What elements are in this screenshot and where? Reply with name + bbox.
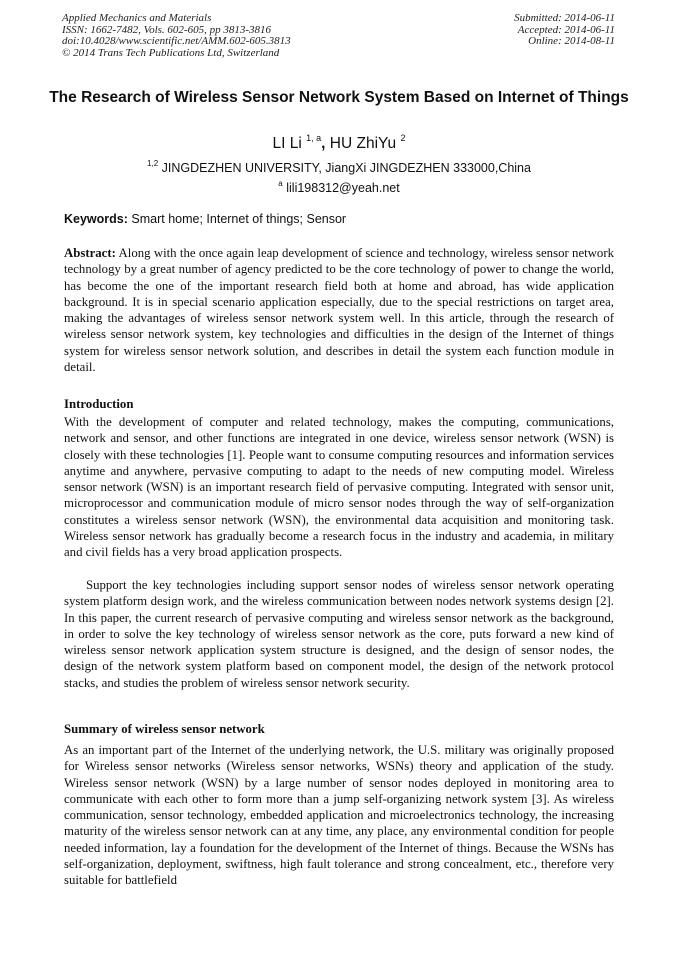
journal-doi: doi:10.4028/www.scientific.net/AMM.602-605.3813 [62, 35, 291, 47]
affiliation-text: JINGDEZHEN UNIVERSITY, JiangXi JINGDEZHEN 333000,China [161, 161, 531, 175]
email-text: lili198312@yeah.net [286, 181, 400, 195]
author-1-name: LI Li [272, 135, 302, 152]
author-email [0, 176, 678, 196]
abstract-text: Along with the once again leap development of science and technology, wireless sensor network technology by a great number of agency predicted to be the core technology of power to change the world, has become the one of the important research field both at home and abroad, has wide application background. It is in special scenario application especially, due to the special restrictions on target area, making the advantages of wireless sensor network system well. In this article, through the research of wireless sensor network system, key technologies and difficulties in the design of the Internet of things system for wireless sensor network solution, and describes in detail the system each function module in detail. [64, 246, 614, 375]
date-submitted: Submitted: 2014-06-11 [514, 12, 615, 24]
author-separator: , [321, 135, 326, 152]
abstract [64, 245, 614, 375]
keywords-text: Smart home; Internet of things; Sensor [131, 212, 347, 226]
journal-copyright: © 2014 Trans Tech Publications Ltd, Switzerland [62, 46, 280, 59]
date-online: Online: 2014-08-11 [528, 35, 615, 47]
section-heading-summary: Summary of wireless sensor network [64, 722, 265, 736]
author-line [0, 129, 678, 153]
dates-header [514, 13, 615, 48]
paragraph: With the development of computer and related technology, makes the computing, communications, network and sensor, and other functions are integrated in one device, wireless sensor network (WSN) is closely with these technologies [1]. People want to consume computing resources and information services anytime and anywhere, pervasive computing to adapt to the needs of new computing model. Wireless sensor network (WSN) is an important research field of pervasive computing. Integrated with sensor unit, microprocessor and communication module of micro sensor nodes through the way of self-organization constitutes a wireless sensor network (WSN), the environmental data acquisition and monitoring task. Wireless sensor network has gradually become a research focus in the industry and academia, in military and civil fields has a very broad application prospects. [64, 415, 614, 560]
email-mark: a [278, 179, 283, 188]
keywords [64, 212, 614, 227]
abstract-label: Abstract: [64, 246, 116, 260]
author-1-affil-mark: 1, a [306, 133, 322, 143]
journal-issn: ISSN: 1662-7482, Vols. 602-605, pp 3813-3816 [62, 23, 271, 36]
paragraph: Support the key technologies including support sensor nodes of wireless sensor network operating system platform design work, and the wireless communication between nodes network systems design [2]. In this paper, the current research of pervasive computing and wireless sensor network as the background, in order to solve the key technology of wireless sensor network as the core, puts forward a new kind of wireless sensor network application system structure is designed, and the design of sensor nodes, the design of the network system platform based on component model, the design of the network protocol stacks, and studies the problem of wireless sensor network security. [64, 578, 614, 690]
author-2-affil-mark: 2 [400, 133, 406, 143]
author-2-name: HU ZhiYu [329, 135, 397, 152]
keywords-label: Keywords: [64, 212, 128, 226]
journal-header [62, 13, 291, 59]
paragraph: As an important part of the Internet of the underlying network, the U.S. military was originally proposed for Wireless sensor networks (Wireless sensor networks, WSNs) theory and application of the study. Wireless sensor network (WSN) by a large number of sensor nodes deployed in monitoring area to communicate with each other to form more than a jump self-organizing network system [3]. As wireless communication, sensor technology, embedded application and microelectronics technology, the increasing maturity of the wireless sensor network can at any time, any place, any environmental condition for people needed information, lay a foundation for the development of the Internet of things. Because the WSNs has self-organization, deployment, swiftness, high fault tolerance and strong concealment, etc., therefore very suitable for battlefield [64, 743, 614, 888]
paper-title: The Research of Wireless Sensor Network System Based on Internet of Things [49, 89, 629, 106]
affiliation [0, 156, 678, 176]
section-heading-introduction: Introduction [64, 397, 134, 411]
affiliation-mark: 1,2 [147, 159, 159, 168]
date-accepted: Accepted: 2014-06-11 [517, 23, 615, 36]
journal-name: Applied Mechanics and Materials [62, 12, 212, 24]
